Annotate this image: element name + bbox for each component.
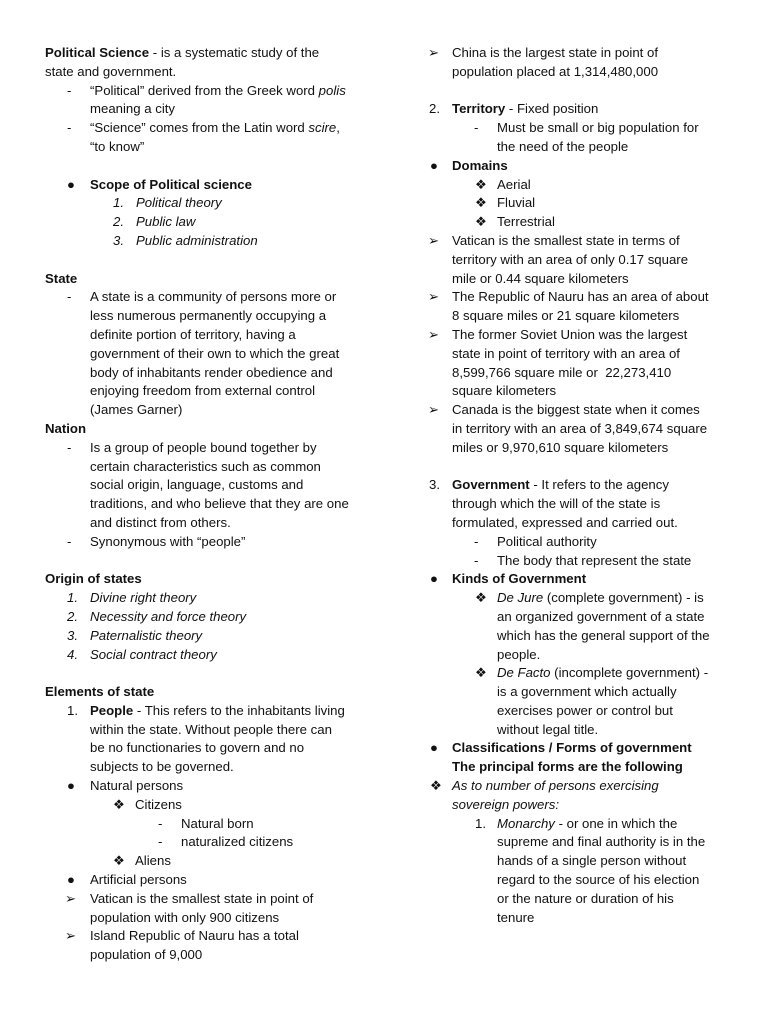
dash-marker: - [67, 289, 72, 305]
dash-marker: - [158, 815, 163, 831]
bullet-marker: ● [67, 872, 75, 888]
list-item: ❖ Fluvial [430, 194, 730, 213]
list-item: - Must be small or big population for [430, 119, 730, 138]
right-column: ➢ China is the largest state in point of population placed at 1,314,480,000 2. Territory - Fixed position - Must be small or big population for the need of the people ● Domains ❖ Aerial ❖ Fluvial ❖ Terrestrial ➢ Vatican is the smallest state in terms of territory with an area of only 0.17 square mile or 0.44 square kilometers ➢ The Republic of Nauru has an area of about 8 square miles or 21 square kilometers ➢ The former Soviet Union was the largest state in point of territory with an area of 8,599,766 square mile or 22,273,410 square kilometers ➢ Canada is the biggest state when it comes in territory with an area of 3,849,674 square miles or 9,970,610 square kilometers 3. Government - It refers to the agency through which the will of the state is formulated, expressed and carried out. - Political authority - The body that represent the state ● Kinds of Government ❖ De Jure (complete government) - is an organized government of a state which has the general support of the people. ❖ De Facto (incomplete government) - is a government which actually exercises power or control but without legal title. ● Classifications / Forms of government The principal forms are the following ❖ As to number of persons exercising sovereign powers: 1. Monarchy - or one in which the supreme and final authority is in the hands of a single person without regard to the source of his election or the nature or duration of his tenure [430, 44, 730, 927]
list-item: 2. Public law [113, 214, 196, 230]
nation-heading: Nation [45, 420, 87, 436]
list-item: ❖ De Jure (complete government) - is [430, 589, 730, 608]
arrow-marker: ➢ [65, 890, 77, 906]
list-item: ➢ Vatican is the smallest state in terms of [430, 232, 730, 251]
diamond-marker: ❖ [475, 214, 487, 230]
list-item: ● Artificial persons [45, 871, 375, 890]
list-item-continuation: meaning a city [90, 101, 176, 117]
bullet-marker: ● [430, 740, 438, 756]
diamond-marker: ❖ [430, 778, 442, 794]
dash-marker: - [67, 439, 72, 455]
political-science-title: Political Science [45, 45, 150, 60]
list-item: ❖ Aerial [430, 176, 730, 195]
list-item: ➢ China is the largest state in point of [430, 44, 730, 63]
bullet-marker: ● [67, 176, 75, 192]
list-item: 1. Political theory [113, 195, 222, 211]
list-item: 3. Government - It refers to the agency [429, 477, 669, 493]
list-item-continuation: “to know” [90, 138, 145, 154]
bullet-marker: ● [430, 157, 438, 173]
list-item: ➢ Canada is the biggest state when it comes [430, 401, 730, 420]
ps-definition-line2: state and government. [45, 63, 177, 79]
list-item: - Natural born [45, 815, 375, 834]
list-item: ❖ Citizens [45, 796, 375, 815]
diamond-marker: ❖ [475, 195, 487, 211]
dash-marker: - [474, 533, 479, 549]
bullet-marker: ● [430, 571, 438, 587]
list-item: - “Political” derived from the Greek word polis [45, 82, 375, 101]
arrow-marker: ➢ [65, 928, 77, 944]
list-item: ❖ As to number of persons exercising [430, 777, 730, 796]
dash-marker: - [67, 82, 72, 98]
list-item: - Political authority [430, 533, 730, 552]
state-heading: State [45, 270, 78, 286]
list-item: 1. Monarchy - or one in which the [475, 815, 678, 831]
elements-heading: Elements of state [45, 684, 155, 700]
arrow-marker: ➢ [428, 326, 440, 342]
list-item: 3. Paternalistic theory [67, 627, 203, 643]
list-item: - Synonymous with “people” [45, 533, 375, 552]
domains-heading: ● Domains [430, 157, 730, 176]
list-item: 1. Divine right theory [67, 590, 197, 606]
origin-heading: Origin of states [45, 571, 142, 587]
list-item: ➢ Vatican is the smallest state in point of [45, 890, 375, 909]
dash-marker: - [474, 552, 479, 568]
list-item: ● Natural persons [45, 777, 375, 796]
dash-marker: - [158, 834, 163, 850]
dash-marker: - [67, 533, 72, 549]
list-item: - A state is a community of persons more or [45, 288, 375, 307]
list-item: 1. People - This refers to the inhabitants living [67, 702, 345, 718]
list-item: ➢ The former Soviet Union was the largest [430, 326, 730, 345]
list-item: - “Science” comes from the Latin word scire, [45, 119, 375, 138]
list-item: ❖ Aliens [45, 852, 375, 871]
dash-marker: - [474, 120, 479, 136]
diamond-marker: ❖ [113, 796, 125, 812]
list-item: - The body that represent the state [430, 552, 730, 571]
kinds-heading: ● Kinds of Government [430, 570, 730, 589]
list-item: ❖ De Facto (incomplete government) - [430, 664, 730, 683]
classifications-heading: ● Classifications / Forms of government [430, 739, 730, 758]
diamond-marker: ❖ [475, 665, 487, 681]
list-item: 2. Necessity and force theory [67, 608, 247, 624]
scope-heading: ● Scope of Political science [45, 176, 375, 195]
list-item: ❖ Terrestrial [430, 213, 730, 232]
diamond-marker: ❖ [475, 176, 487, 192]
list-item: - naturalized citizens [45, 833, 375, 852]
diamond-marker: ❖ [113, 853, 125, 869]
arrow-marker: ➢ [428, 289, 440, 305]
arrow-marker: ➢ [428, 45, 440, 60]
bullet-marker: ● [67, 778, 75, 794]
list-item: 2. Territory - Fixed position [429, 101, 599, 117]
list-item: 3. Public administration [113, 232, 258, 248]
left-column: Political Science - is a systematic study of the state and government. - “Political” derived from the Greek word polis meaning a city - “Science” comes from the Latin word scire, “to know” ● Scope of Political science 1. Political theory 2. Public law 3. Public administration State - A state is a community of persons more or less numerous permanently occupying a definite portion of territory, having a government of their own to which the great body of inhabitants render obedience and enjoying freedom from external control (James Garner) Nation - Is a group of people bound together by certain characteristics such as common social origin, language, customs and traditions, and who believe that they are one and distinct from others. - Synonymous with “people” Origin of states 1. Divine right theory 2. Necessity and force theory 3. Paternalistic theory 4. Social contract theory Elements of state 1. People - This refers to the inhabitants living within the state. Without people there can be no functionaries to govern and no subjects to be governed. ● Natural persons ❖ Citizens - Natural born - naturalized citizens ❖ Aliens ● Artificial persons ➢ Vatican is the smallest state in point of population with only 900 citizens ➢ Island Republic of Nauru has a total population of 9,000 [45, 44, 375, 965]
principal-forms: The principal forms are the following [452, 759, 683, 775]
ps-definition: - is a systematic study of the [149, 45, 320, 60]
diamond-marker: ❖ [475, 590, 487, 606]
arrow-marker: ➢ [428, 232, 440, 248]
list-item: 4. Social contract theory [67, 646, 217, 662]
arrow-marker: ➢ [428, 402, 440, 418]
ps-heading-line [45, 44, 375, 63]
dash-marker: - [67, 120, 72, 136]
list-item: ➢ Island Republic of Nauru has a total [45, 927, 375, 946]
list-item: - Is a group of people bound together by [45, 439, 375, 458]
list-item: ➢ The Republic of Nauru has an area of about [430, 288, 730, 307]
